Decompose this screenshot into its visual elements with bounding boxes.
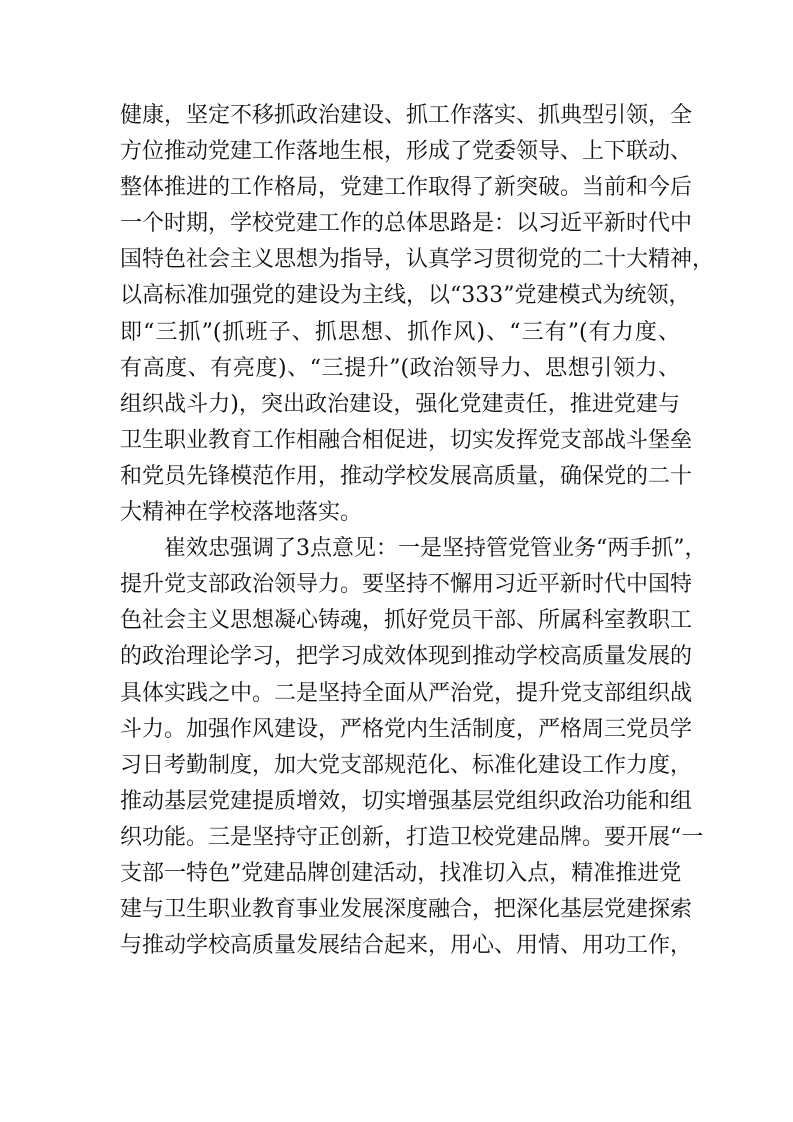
- text-line: 习日考勤制度，加大党支部规范化、标准化建设工作力度，: [120, 752, 693, 778]
- paragraph-2: [120, 531, 707, 964]
- text-line: 国特色社会主义思想为指导，认真学习贯彻党的二十大精神，: [120, 247, 715, 273]
- text-line: 提升党支部政治领导力。要坚持不懈用习近平新时代中国特: [120, 572, 693, 598]
- text-line: 一个时期，学校党建工作的总体思路是：以习近平新时代中: [120, 211, 693, 237]
- text-line: 以高标准加强党的建设为主线，以“333”党建模式为统领，: [120, 283, 691, 309]
- text-line: 即“三抓”(抓班子、抓思想、抓作风)、“三有”(有力度、: [120, 319, 680, 345]
- text-line: 的政治理论学习，把学习成效体现到推动学校高质量发展的: [120, 644, 693, 670]
- text-line: 和党员先锋模范作用，推动学校发展高质量，确保党的二十: [120, 463, 693, 489]
- text-line: 织功能。三是坚持守正创新，打造卫校党建品牌。要开展“一: [120, 824, 704, 850]
- paragraph-1: [120, 98, 715, 531]
- text-line: 色社会主义思想凝心铸魂，抓好党员干部、所属科室教职工: [120, 608, 693, 634]
- text-line: 大精神在学校落地落实。: [120, 500, 363, 526]
- body-text: [120, 98, 715, 964]
- text-line: 整体推进的工作格局，党建工作取得了新突破。当前和今后: [120, 175, 693, 201]
- text-line: 推动基层党建提质增效，切实增强基层党组织政治功能和组: [120, 788, 693, 814]
- text-line: 组织战斗力)，突出政治建设，强化党建责任，推进党建与: [120, 391, 680, 417]
- text-line: 有高度、有亮度)、“三提升”(政治领导力、思想引领力、: [120, 355, 680, 381]
- text-line: 斗力。加强作风建设，严格党内生活制度，严格周三党员学: [120, 716, 693, 742]
- text-line: 健康，坚定不移抓政治建设、抓工作落实、抓典型引领，全: [120, 103, 693, 128]
- text-line: 方位推动党建工作落地生根，形成了党委领导、上下联动、: [120, 139, 693, 165]
- text-line: 建与卫生职业教育事业发展深度融合，把深化基层党建探索: [120, 897, 693, 923]
- text-line: 与推动学校高质量发展结合起来，用心、用情、用功工作，: [120, 933, 693, 959]
- text-line: 崔效忠强调了3点意见：一是坚持管党管业务“两手抓”，: [164, 536, 707, 562]
- text-line: 具体实践之中。二是坚持全面从严治党，提升党支部组织战: [120, 680, 693, 706]
- text-line: 卫生职业教育工作相融合相促进，切实发挥党支部战斗堡垒: [120, 427, 693, 453]
- text-line: 支部一特色”党建品牌创建活动，找准切入点，精准推进党: [120, 860, 682, 886]
